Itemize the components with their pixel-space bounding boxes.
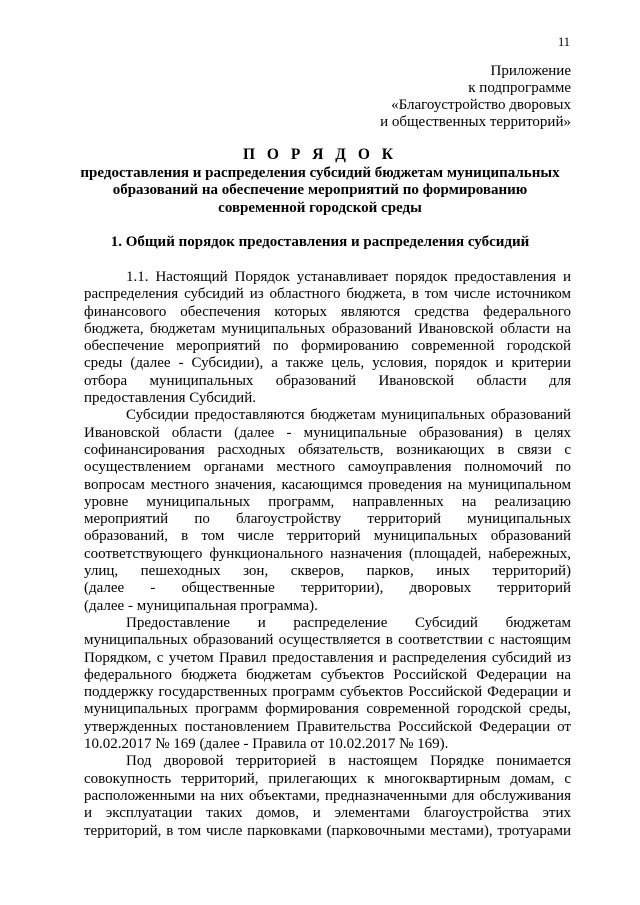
text-line: распределения субсидий из областного бюджета, в том числе источником <box>84 286 571 303</box>
text-line: предоставления Субсидий. <box>84 390 256 407</box>
page-number: 11 <box>557 35 570 49</box>
text-line: территорий, в том числе парковками (парковочными местами), тротуарами <box>84 822 571 839</box>
appendix-note <box>380 63 571 131</box>
text-line: (далее - муниципальная программа). <box>84 597 318 614</box>
text-line: соответствующего функционального назначения (площадей, набережных, <box>84 545 571 562</box>
text-line: софинансирования расходных обязательств, возникающих в связи с <box>84 441 571 458</box>
text-line: Ивановской области (далее - муниципальные образования) в целях <box>84 424 571 441</box>
text-line: обеспечение мероприятий по формированию современной городской <box>84 338 571 355</box>
text-line: утвержденных постановлением Правительства Российской Федерации от <box>84 718 571 735</box>
text-line: Субсидии предоставляются бюджетам муниципальных образований <box>126 407 571 424</box>
text-line: уровне муниципальных программ, направленных на реализацию <box>84 493 571 510</box>
text-line: Порядком, с учетом Правил предоставления и распределения субсидий из <box>84 649 571 666</box>
text-line: и эксплуатации таких домов, и элементами благоустройства этих <box>84 805 571 822</box>
text-line: федерального бюджета бюджетам субъектов Российской Федерации на <box>84 666 571 683</box>
appendix-line: к подпрограмме <box>468 80 571 96</box>
paragraph-1 <box>84 269 571 407</box>
text-line: муниципальных образований осуществляется в соответствии с настоящим <box>84 632 571 649</box>
text-line: мероприятий по благоустройству территорий муниципальных <box>84 511 571 528</box>
text-line: поддержку государственных программ субъектов Российской Федерации и <box>84 684 571 701</box>
text-line: бюджета, бюджетам муниципальных образований Ивановской области на <box>84 320 571 337</box>
title-main: П О Р Я Д О К <box>243 146 397 163</box>
title-line: образований на обеспечение мероприятий по формированию <box>112 182 528 198</box>
text-line: вопросам местного значения, касающимся проведения на муниципальном <box>84 476 571 493</box>
text-line: финансового обеспечения которых являются средства федерального <box>84 303 571 320</box>
text-line: расположенными на них объектами, предназначенными для обслуживания <box>84 787 571 804</box>
document-title <box>70 146 570 217</box>
text-line: муниципальных программ формирования современной городской среды, <box>84 701 571 718</box>
text-line: 10.02.2017 № 169 (далее - Правила от 10.02.2017 № 169). <box>84 736 449 753</box>
text-line: улиц, пешеходных зон, скверов, парков, иных территорий) <box>84 563 571 580</box>
text-line: 1.1. Настоящий Порядок устанавливает порядок предоставления и <box>126 269 571 285</box>
text-line: образований, в том числе территорий муниципальных образований <box>84 528 571 545</box>
text-line: среды (далее - Субсидии), а также цель, условия, порядок и критерии <box>84 355 571 372</box>
body-text <box>84 269 571 840</box>
text-line: совокупность территорий, прилегающих к многоквартирным домам, с <box>84 770 571 787</box>
section-heading: 1. Общий порядок предоставления и распределения субсидий <box>110 234 530 250</box>
text-line: осуществлением органами местного самоуправления полномочий по <box>84 459 571 476</box>
title-line: современной городской среды <box>218 199 422 216</box>
paragraph-2 <box>84 407 571 615</box>
appendix-line: и общественных территорий» <box>380 114 571 130</box>
title-line: предоставления и распределения субсидий бюджетам муниципальных <box>80 164 560 181</box>
paragraph-4 <box>84 753 571 839</box>
text-line: отбора муниципальных образований Ивановской области для <box>84 372 571 389</box>
text-line: (далее - общественные территории), дворовых территорий <box>84 580 571 597</box>
text-line: Под дворовой территорией в настоящем Порядке понимается <box>126 753 571 770</box>
appendix-line: Приложение <box>490 63 571 79</box>
text-line: Предоставление и распределение Субсидий бюджетам <box>126 614 571 631</box>
paragraph-3 <box>84 615 571 753</box>
appendix-line: «Благоустройство дворовых <box>391 97 571 113</box>
